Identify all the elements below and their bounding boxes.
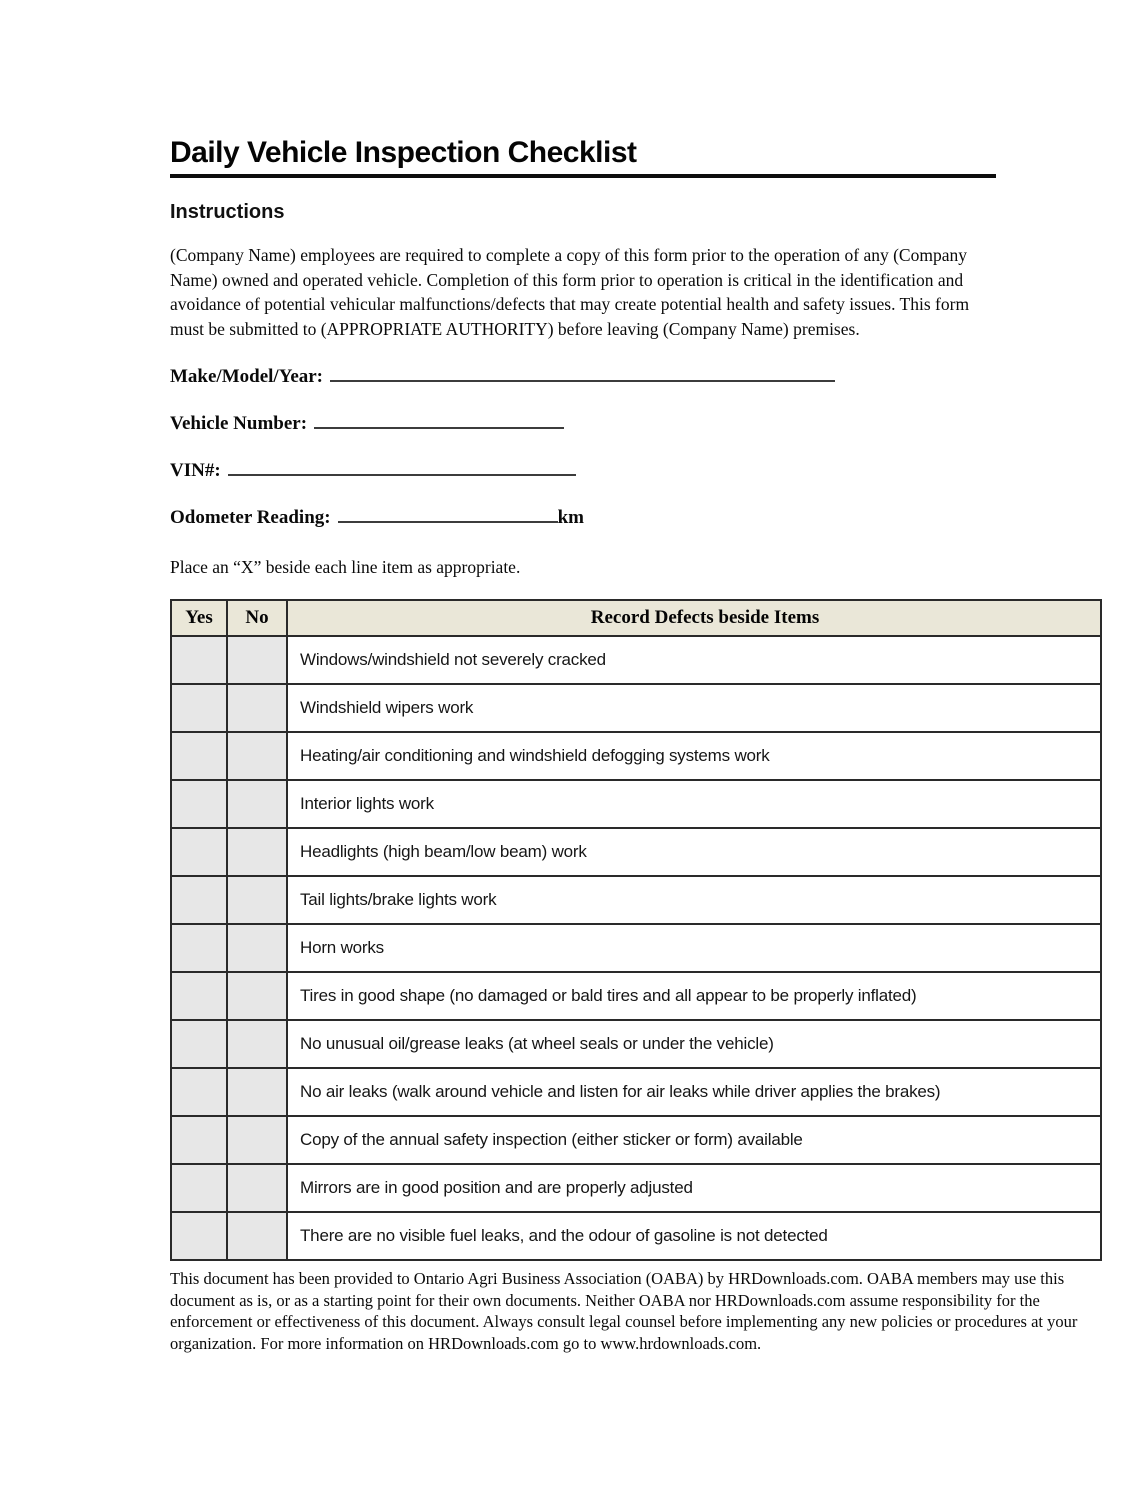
no-answer-cell[interactable] (227, 636, 287, 684)
no-answer-cell[interactable] (227, 924, 287, 972)
no-answer-cell[interactable] (227, 732, 287, 780)
field-vin-blank-line[interactable] (228, 461, 576, 476)
document-content (170, 136, 1102, 1354)
footer-disclaimer: This document has been provided to Ontario Agri Business Association (OABA) by HRDownloads.com. OABA members may use this document as is, or as a starting point for their own documents. Neither OABA nor HRDownloads.com assume responsibility for the enforcement or effectiveness of this document. Always consult legal counsel before implementing any new policies or procedures at your organization. For more information on HRDownloads.com go to www.hrdownloads.com. (170, 1269, 1078, 1353)
table-row (171, 1164, 1101, 1212)
yes-answer-cell[interactable] (171, 1020, 227, 1068)
no-answer-cell[interactable] (227, 1116, 287, 1164)
checklist-item: No air leaks (walk around vehicle and listen for air leaks while driver applies the brakes) (287, 1068, 1101, 1116)
field-vehicle-number-blank-line[interactable] (314, 414, 564, 429)
field-odometer-reading-label: Odometer Reading: (170, 507, 331, 528)
table-header-row (171, 600, 1101, 636)
field-vehicle-number-label: Vehicle Number: (170, 413, 308, 434)
column-header-items: Record Defects beside Items (287, 600, 1101, 636)
checklist-item: Interior lights work (287, 780, 1101, 828)
table-row (171, 684, 1101, 732)
no-answer-cell[interactable] (227, 1164, 287, 1212)
table-row (171, 1020, 1101, 1068)
no-answer-cell[interactable] (227, 780, 287, 828)
checklist-item: Windows/windshield not severely cracked (287, 636, 1101, 684)
checklist-item: Tail lights/brake lights work (287, 876, 1101, 924)
yes-answer-cell[interactable] (171, 684, 227, 732)
checklist-item: Heating/air conditioning and windshield defogging systems work (287, 732, 1101, 780)
yes-answer-cell[interactable] (171, 972, 227, 1020)
no-answer-cell[interactable] (227, 1212, 287, 1260)
field-vehicle-number (170, 413, 1102, 435)
table-row (171, 1212, 1101, 1260)
table-row (171, 780, 1101, 828)
field-make-model-year-label: Make/Model/Year: (170, 366, 324, 387)
yes-answer-cell[interactable] (171, 780, 227, 828)
column-header-no: No (227, 600, 287, 636)
yes-answer-cell[interactable] (171, 1212, 227, 1260)
title-underline (170, 136, 996, 178)
yes-answer-cell[interactable] (171, 636, 227, 684)
no-answer-cell[interactable] (227, 876, 287, 924)
no-answer-cell[interactable] (227, 972, 287, 1020)
table-row (171, 732, 1101, 780)
table-row (171, 636, 1101, 684)
checklist-item: Mirrors are in good position and are properly adjusted (287, 1164, 1101, 1212)
table-row (171, 876, 1101, 924)
checklist-item: Horn works (287, 924, 1101, 972)
instructions-heading: Instructions (170, 201, 285, 223)
field-vin-label: VIN#: (170, 460, 221, 481)
place-x-instruction: Place an “X” beside each line item as appropriate. (170, 557, 521, 577)
field-odometer-reading-blank-line[interactable] (338, 508, 558, 523)
yes-answer-cell[interactable] (171, 1116, 227, 1164)
checklist-item: No unusual oil/grease leaks (at wheel seals or under the vehicle) (287, 1020, 1101, 1068)
table-row (171, 1068, 1101, 1116)
checklist-item: Windshield wipers work (287, 684, 1101, 732)
field-vin (170, 460, 1102, 482)
page-title: Daily Vehicle Inspection Checklist (170, 136, 637, 169)
yes-answer-cell[interactable] (171, 876, 227, 924)
instructions-paragraph: (Company Name) employees are required to complete a copy of this form prior to the operation of any (Company Name) owned and operated vehicle. Completion of this form prior to operation is critical in the identification and avoidance of potential vehicular malfunctions/defects that may create potential health and safety issues. This form must be submitted to (APPROPRIATE AUTHORITY) before leaving (Company Name) premises. (170, 245, 970, 339)
no-answer-cell[interactable] (227, 828, 287, 876)
table-row (171, 828, 1101, 876)
table-row (171, 924, 1101, 972)
checklist-item: There are no visible fuel leaks, and the odour of gasoline is not detected (287, 1212, 1101, 1260)
yes-answer-cell[interactable] (171, 924, 227, 972)
field-odometer-reading (170, 507, 1102, 529)
no-answer-cell[interactable] (227, 684, 287, 732)
checklist-item: Tires in good shape (no damaged or bald tires and all appear to be properly inflated) (287, 972, 1101, 1020)
no-answer-cell[interactable] (227, 1068, 287, 1116)
table-row (171, 972, 1101, 1020)
yes-answer-cell[interactable] (171, 828, 227, 876)
field-make-model-year-blank-line[interactable] (330, 367, 835, 382)
checklist-item: Copy of the annual safety inspection (either sticker or form) available (287, 1116, 1101, 1164)
inspection-checklist-table (170, 599, 1102, 1261)
column-header-yes: Yes (171, 600, 227, 636)
table-row (171, 1116, 1101, 1164)
no-answer-cell[interactable] (227, 1020, 287, 1068)
field-make-model-year (170, 366, 1102, 388)
yes-answer-cell[interactable] (171, 732, 227, 780)
checklist-item: Headlights (high beam/low beam) work (287, 828, 1101, 876)
yes-answer-cell[interactable] (171, 1068, 227, 1116)
field-odometer-unit: km (557, 507, 585, 528)
yes-answer-cell[interactable] (171, 1164, 227, 1212)
